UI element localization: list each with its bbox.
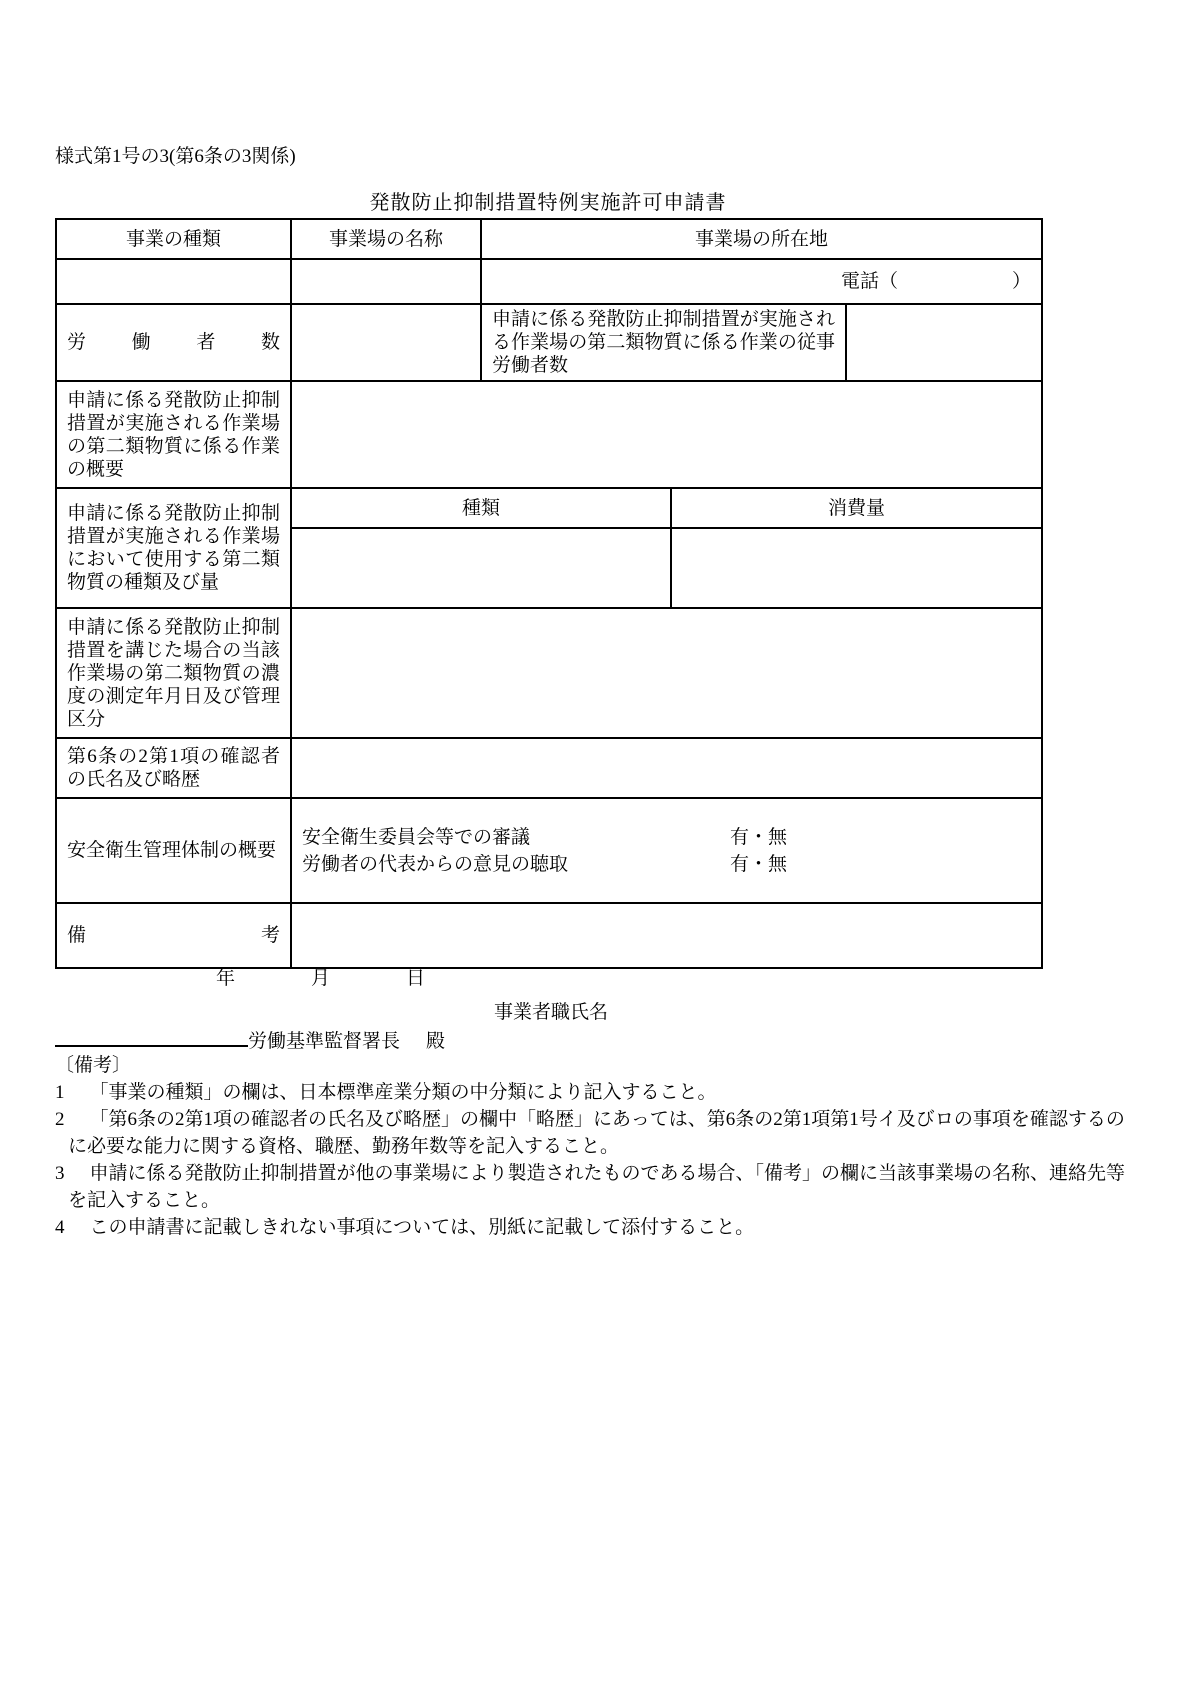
confirmer-label: 第6条の2第1項の確認者の氏名及び略歴	[56, 738, 291, 798]
office-name-blank-underline	[55, 1027, 248, 1047]
remarks-row	[56, 903, 1042, 968]
business-type-value-cell	[56, 259, 291, 304]
form-number: 様式第1号の3(第6条の3関係)	[55, 146, 296, 167]
note-text: この申請書に記載しきれない事項については、別紙に記載して添付すること。	[89, 1217, 755, 1238]
note-number: 4	[55, 1217, 65, 1238]
safety-opinion-label: 労働者の代表からの意見の聴取	[302, 853, 569, 875]
safety-system-value-cell	[291, 798, 1042, 903]
safety-opinion-choice: 有・無	[730, 853, 788, 875]
safety-deliberation-choice: 有・無	[730, 826, 788, 848]
application-form-table	[55, 218, 1043, 969]
note-item-1	[55, 1079, 1132, 1106]
substance-type-header: 種類	[291, 488, 671, 528]
remarks-value-cell	[291, 903, 1042, 968]
measurement-row	[56, 608, 1042, 738]
date-line: 年 月 日	[216, 968, 426, 989]
workplace-address-value-cell	[481, 259, 1042, 304]
notes-heading: 〔備考〕	[55, 1055, 132, 1076]
workplace-name-header: 事業場の名称	[291, 219, 481, 259]
engaged-workers-value-cell	[846, 304, 1042, 381]
note-text: 「事業の種類」の欄は、日本標準産業分類の中分類により記入すること。	[89, 1082, 717, 1103]
substance-consumption-header: 消費量	[671, 488, 1042, 528]
safety-opinion-row	[302, 851, 1031, 878]
note-number: 1	[55, 1082, 65, 1103]
note-item-3	[55, 1160, 1132, 1214]
safety-system-row	[56, 798, 1042, 903]
work-outline-row	[56, 381, 1042, 488]
workplace-address-header: 事業場の所在地	[481, 219, 1042, 259]
notes-section	[55, 1052, 1132, 1241]
engaged-workers-label: 申請に係る発散防止抑制措置が実施される作業場の第二類物質に係る作業の従事労働者数	[481, 304, 846, 381]
business-type-header: 事業の種類	[56, 219, 291, 259]
measurement-label: 申請に係る発散防止抑制措置を講じた場合の当該作業場の第二類物質の濃度の測定年月日及び管理区分	[56, 608, 291, 738]
entry-row	[56, 259, 1042, 304]
workers-count-row	[56, 304, 1042, 381]
office-label: 労働基準監督署長	[248, 1031, 401, 1052]
office-signature-line	[55, 1026, 445, 1053]
note-number: 3	[55, 1163, 65, 1184]
substance-type-value-cell	[291, 528, 671, 608]
header-row	[56, 219, 1042, 259]
measurement-value-cell	[291, 608, 1042, 738]
honorific-label: 殿	[426, 1031, 446, 1052]
substance-label: 申請に係る発散防止抑制措置が実施される作業場において使用する第二類物質の種類及び量	[56, 488, 291, 608]
safety-deliberation-label: 安全衛生委員会等での審議	[302, 826, 531, 848]
workers-count-value-cell	[291, 304, 481, 381]
employer-name-label: 事業者職氏名	[494, 1002, 609, 1023]
work-outline-label: 申請に係る発散防止抑制措置が実施される作業場の第二類物質に係る作業の概要	[56, 381, 291, 488]
note-item-4	[55, 1214, 1132, 1241]
workplace-name-value-cell	[291, 259, 481, 304]
note-item-2	[55, 1106, 1132, 1160]
confirmer-value-cell	[291, 738, 1042, 798]
confirmer-row	[56, 738, 1042, 798]
substance-consumption-value-cell	[671, 528, 1042, 608]
note-text: 申請に係る発散防止抑制措置が他の事業場により製造されたものである場合、「備考」の欄に当該事業場の名称、連絡先等を記入すること。	[68, 1163, 1126, 1211]
note-text: 「第6条の2第1項の確認者の氏名及び略歴」の欄中「略歴」にあっては、第6条の2第1項第1号イ及びロの事項を確認するのに必要な能力に関する資格、職歴、勤務年数等を記入すること。	[68, 1109, 1125, 1157]
safety-deliberation-row	[302, 824, 1031, 851]
work-outline-value-cell	[291, 381, 1042, 488]
safety-system-label: 安全衛生管理体制の概要	[56, 798, 291, 903]
substance-header-row	[56, 488, 1042, 528]
remarks-label: 備 考	[56, 903, 291, 968]
page-title: 発散防止抑制措置特例実施許可申請書	[369, 192, 727, 214]
phone-label: 電話（ ）	[840, 271, 1031, 292]
note-number: 2	[55, 1109, 65, 1130]
workers-count-label: 労 働 者 数	[56, 304, 291, 381]
